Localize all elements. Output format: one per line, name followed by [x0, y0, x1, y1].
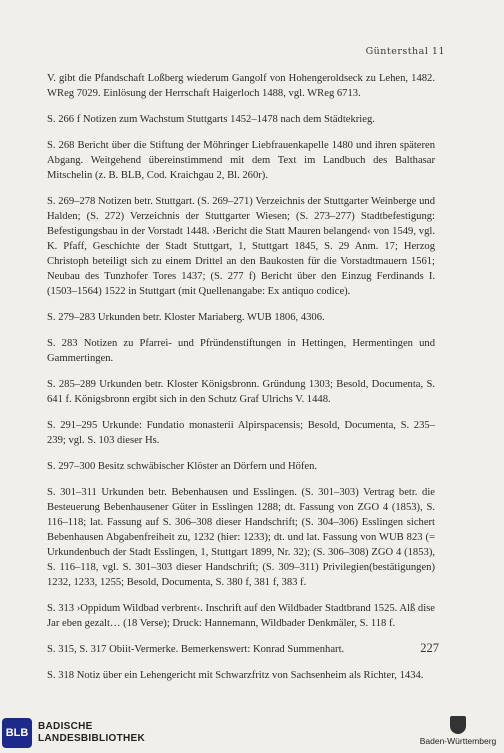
crest-icon — [450, 716, 466, 734]
paragraph: S. 269–278 Notizen betr. Stuttgart. (S. 269–271) Verzeichnis der Stuttgarter Weinberge und Halden; (S. 272) Verzeichnis der Stuttgarter Wiesen; (S. 273–277) Stadtbefestigung: Befestigungsbau in der Vorstadt 1448. ›Bericht die Statt Mauren belangend‹ von 1549, vgl. K. Pfaff, Geschichte der Stadt Stuttgart, 1, Stuttgart 1845, S. 29 Anm. 17; Herzog Christoph beteiligt sich zu einem Drittel an den Baukosten für die Vorstadtmauern 1561; Neubau des Tunzhofer Tores 1437; (S. 277 f) Bericht über den Einzug Ferdinands I. (1503–1564) 1522 in Stuttgart (mit Quellenangabe: Ex antiquo codice). — [47, 196, 435, 297]
state-name: Baden-Württemberg — [419, 736, 497, 746]
library-footer — [0, 712, 170, 753]
paragraph: S. 283 Notizen zu Pfarrei- und Pfründenstiftungen in Hettingen, Hermentingen und Gammertingen. — [47, 338, 435, 364]
state-footer — [418, 716, 498, 746]
paragraph: S. 315, S. 317 Obiit-Vermerke. Bemerkenswert: Konrad Summenhart. — [47, 644, 345, 655]
library-name-line2: LANDESBIBLIOTHEK — [38, 732, 146, 744]
paragraph: S. 297–300 Besitz schwäbischer Klöster an Dörfern und Höfen. — [47, 461, 318, 472]
paragraph: V. gibt die Pfandschaft Loßberg wiederum Gangolf von Hohengeroldseck zu Lehen, 1482. WReg 7029. Einlösung der Herrschaft Haigerloch 1488, vgl. WReg 6713. — [47, 73, 435, 99]
library-name — [38, 721, 145, 745]
paragraph: S. 291–295 Urkunde: Fundatio monasterii Alpirspacensis; Besold, Documenta, S. 235–239; vgl. S. 103 dieser Hs. — [47, 420, 435, 446]
running-head: Güntersthal 11 — [365, 46, 445, 57]
paragraph: S. 301–311 Urkunden betr. Bebenhausen und Esslingen. (S. 301–303) Vertrag betr. die Besteuerung Bebenhausener Güter in Esslingen 1288; dt. Fassung von ZGO 4 (1853), S. 116–118; lat. Fassung auf S. 306–308 dieser Handschrift; (S. 304–306) Esslingen sichert Bebenhausen Abgabenfreiheit zu, 1232 (hier: 1233); dt. und lat. Fassung von WUB 823 (= Urkundenbuch der Stadt Esslingen, 1, Stuttgart 1899, Nr. 32); (S. 306–308) ZGO 4 (1853), S. 116–118, vgl. S. 301–303 dieser Handschrift; (S. 309–311) Privilegien(bestätigungen) 1232, 1233, 1255; Besold, Documenta, S. 380 f, 381 f, 383 f. — [47, 487, 435, 588]
paragraph: S. 266 f Notizen zum Wachstum Stuttgarts 1452–1478 nach dem Städtekrieg. — [47, 114, 375, 125]
paragraph: S. 268 Bericht über die Stiftung der Möhringer Liebfrauenkapelle 1480 und ihren späteren Abgang. Weitgehend übereinstimmend mit dem Text im Landbuch des Balthasar Mitschelin (z. B. BLB, Cod. Kraichgau 2, Bl. 260r). — [47, 140, 435, 181]
page-number: 227 — [420, 641, 439, 655]
blb-logo-icon: BLB — [2, 718, 32, 748]
library-name-line1: BADISCHE — [38, 720, 93, 732]
body-text — [47, 71, 435, 694]
paragraph: S. 285–289 Urkunden betr. Kloster Königsbronn. Gründung 1303; Besold, Documenta, S. 641 f. Königsbronn ergibt sich in den Schutz Graf Ulrichs V. 1448. — [47, 379, 435, 405]
paragraph: S. 318 Notiz über ein Lehengericht mit Schwarzfritz von Sachsenheim als Richter, 1434. — [47, 670, 424, 681]
paragraph: S. 279–283 Urkunden betr. Kloster Mariaberg. WUB 1806, 4306. — [47, 312, 325, 323]
paragraph: S. 313 ›Oppidum Wildbad verbrent‹. Inschrift auf den Wildbader Stadtbrand 1525. Alß dise Jar eben gezalt… (18 Verse); Druck: Hannemann, Wildbader Denkmäler, S. 118 f. — [47, 603, 436, 629]
